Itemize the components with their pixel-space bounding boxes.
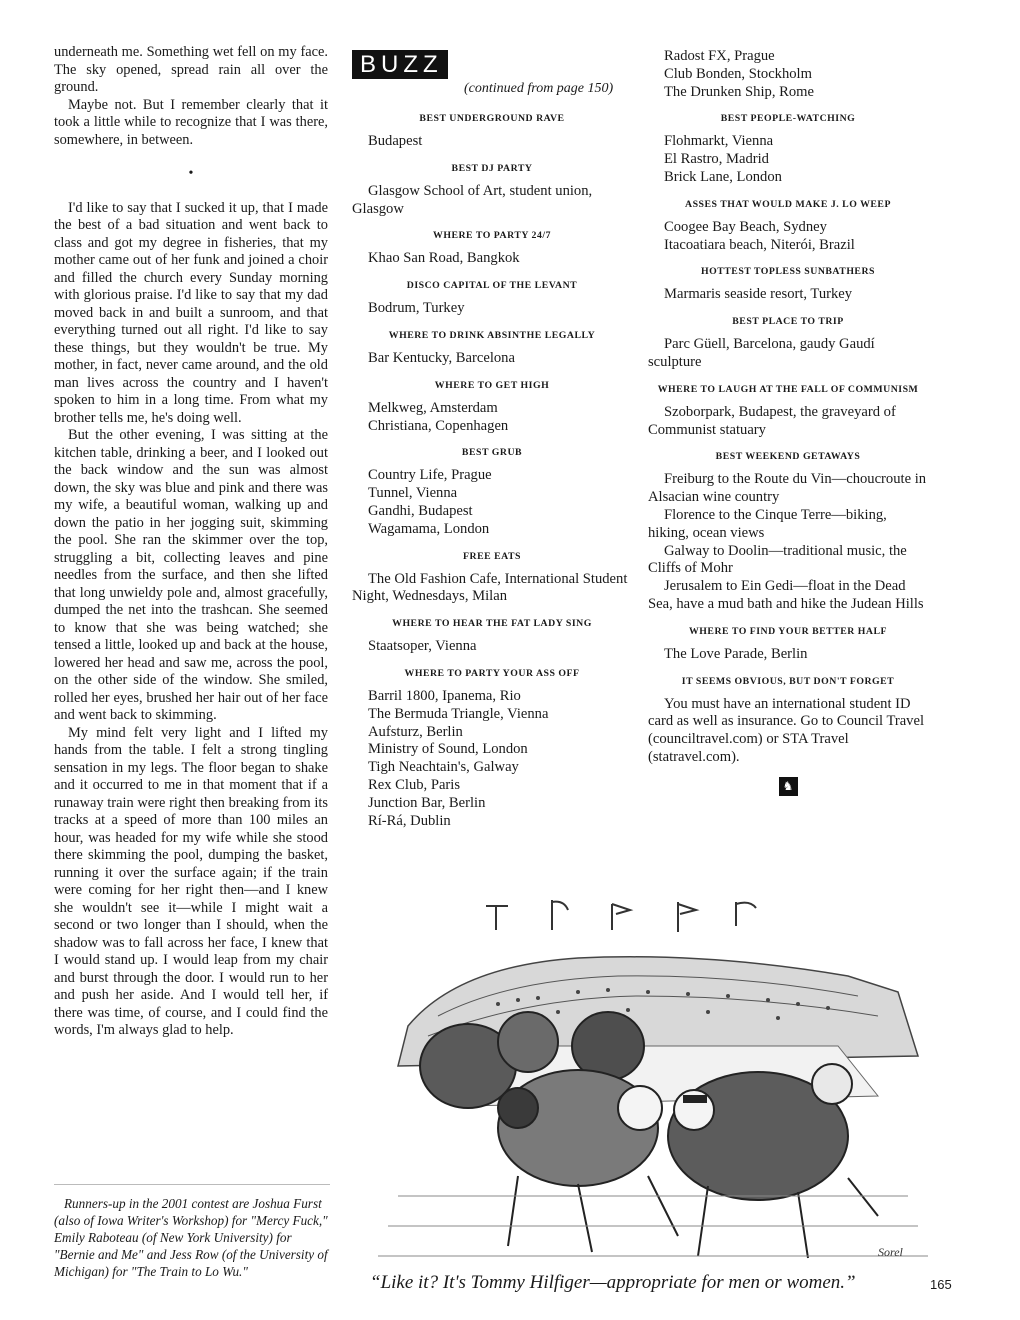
story-paragraph: I'd like to say that I sucked it up, that I made the best of a bad situation and went back to class and got my degree in fisheries, that my mother came out of her funk and joined a choir and filled the church every Sunday morning with glorious praise. I'd like to say that my dad moved back in and built a sunroom, and that everything turned out all right. I'd like to say these things, but they wouldn't be true. My mother, in fact, never came around, and the old man lives across the country and I haven't spoken to him in a long time. From what my brother tells me, he's doing well. [54, 199, 328, 426]
stadium-flags-icon [486, 900, 756, 932]
category-items [648, 133, 928, 186]
category-heading: WHERE TO FIND YOUR BETTER HALF [689, 625, 887, 637]
continued-note: (continued from page 150) [464, 81, 614, 96]
category-heading: FREE EATS [463, 550, 521, 562]
list-item: Bodrum, Turkey [368, 300, 465, 317]
category-heading: WHERE TO PARTY 24/7 [433, 230, 551, 242]
category-heading: WHERE TO PARTY YOUR ASS OFF [404, 667, 580, 679]
list-item: El Rastro, Madrid [664, 151, 769, 168]
list-item: Szoborpark, Budapest, the graveyard of Communist statuary [648, 403, 896, 438]
list-item: Bar Kentucky, Barcelona [368, 349, 515, 366]
buzz-column-3 [648, 48, 928, 796]
list-item: Aufsturz, Berlin [368, 723, 463, 740]
category-heading: WHERE TO DRINK ABSINTHE LEGALLY [388, 329, 596, 341]
list-item: Glasgow School of Art, student union, Glasgow [352, 182, 593, 217]
category-heading: DISCO CAPITAL OF THE LEVANT [406, 280, 578, 292]
list-item: Barril 1800, Ipanema, Rio [368, 687, 521, 704]
list-item: Wagamama, London [368, 520, 490, 537]
story-paragraph: My mind felt very light and I lifted my hands from the table. I felt a strong tingling sensation in my legs. The floor began to shake and it occurred to me in that moment that if a runaway train were right then breaking from its tracks at a speed of more than 100 miles an hour, was headed for my wife while she stood there skimming the pool, dumping the basket, running it over the surface again; if the train were coming for her right then—and I knew she wouldn't see it—while I might wait a second or two longer than I should, when the shadow was to fall across her face, I knew that I would stand up. I would leap from my chair and burst through the door. I would run to her and push her aside. And I would tell her, if there was time, of course, and I could find the words, I'm always glad to help. [54, 724, 328, 1038]
category-heading: WHERE TO LAUGH AT THE FALL OF COMMUNISM [657, 383, 919, 395]
category-items [648, 404, 928, 440]
list-item: The Old Fashion Cafe, International Student Night, Wednesdays, Milan [352, 570, 628, 605]
list-item: Jerusalem to Ein Gedi—float in the Dead Sea, have a mud bath and hike the Judean Hills [648, 578, 924, 612]
category-items [648, 471, 928, 613]
list-item: Budapest [368, 133, 423, 149]
list-item: Melkweg, Amsterdam [368, 399, 498, 416]
list-item: Christiana, Copenhagen [368, 417, 509, 434]
buzz-column-2 [352, 101, 632, 834]
list-item: Tigh Neachtain's, Galway [368, 759, 519, 776]
category-heading: WHERE TO HEAR THE FAT LADY SING [392, 618, 592, 630]
category-items [648, 336, 928, 372]
list-item: The Drunken Ship, Rome [664, 83, 814, 100]
story-column [54, 44, 328, 1040]
list-item: Staatsoper, Vienna [368, 638, 477, 655]
category-items [648, 286, 928, 304]
story-paragraphs-before [54, 44, 328, 149]
category-items [352, 350, 632, 368]
category-items [648, 219, 928, 255]
list-item: Coogee Bay Beach, Sydney [664, 218, 827, 235]
category-heading: BEST UNDERGROUND RAVE [419, 113, 565, 124]
list-item: Ministry of Sound, London [368, 741, 528, 758]
story-paragraphs-after [54, 200, 328, 1040]
list-item: The Love Parade, Berlin [664, 645, 808, 662]
category-items [352, 133, 632, 151]
playboy-bunny-icon: ♞ [779, 777, 798, 796]
story-paragraph: Maybe not. But I remember clearly that it took a little while to recognize that I was there, somewhere, in between. [54, 96, 328, 148]
list-item: Radost FX, Prague [664, 48, 775, 64]
category-heading: BEST PEOPLE-WATCHING [720, 113, 856, 125]
category-items [352, 300, 632, 318]
list-item: Rex Club, Paris [368, 776, 461, 793]
section-bullet: • [188, 166, 194, 181]
list-item: Parc Güell, Barcelona, gaudy Gaudí sculpture [648, 336, 875, 370]
list-item: Rí-Rá, Dublin [368, 812, 451, 829]
category-heading: BEST PLACE TO TRIP [732, 316, 844, 328]
category-heading: WHERE TO GET HIGH [434, 379, 550, 391]
category-items [352, 688, 632, 830]
list-item: Khao San Road, Bangkok [368, 250, 520, 267]
buzz-logo: BUZZ [352, 50, 448, 79]
category-items [352, 638, 632, 656]
story-paragraph: underneath me. Something wet fell on my face. The sky opened, spread rain all over the ground. [54, 44, 328, 95]
list-item: You must have an international student ID card as well as insurance. Go to Council Travel (counciltravel.com) or STA Travel (statravel.com). [648, 695, 925, 765]
cartoon-caption: “Like it? It's Tommy Hilfiger—appropriate for men or women.” [370, 1272, 856, 1293]
category-heading: ASSES THAT WOULD MAKE J. LO WEEP [685, 198, 891, 210]
story-paragraph: But the other evening, I was sitting at the kitchen table, drinking a beer, and I looked out the back window and the sun was almost down, the sky was blue and pink and there was my wife, a beautiful woman, walking up and down the patio in her jogging suit, skimming the pool. She ran the skimmer over the top, struggling a bit, collecting leaves and pine needles from the surface, and then she lifted that long unwieldy pole and, almost gracefully, dumped the net into the trashcan. She seemed to know that she was being watched; she tensed a little, looked up and back at the house, lowered her head and saw me, across the pool, on the other side of the window. She smiled, rolled her eyes, brushed her hair out of her face and went back to skimming. [54, 427, 328, 723]
category-heading: BEST WEEKEND GETAWAYS [715, 451, 861, 463]
list-item: Brick Lane, London [664, 168, 782, 185]
category-items [648, 696, 928, 767]
list-item: Junction Bar, Berlin [368, 794, 486, 811]
list-item: Itacoatiara beach, Niterói, Brazil [664, 236, 855, 253]
page-number: 165 [930, 1277, 952, 1292]
category-heading: HOTTEST TOPLESS SUNBATHERS [701, 266, 875, 278]
category-items [352, 250, 632, 268]
cartoon-illustration [378, 896, 928, 1270]
list-item: Tunnel, Vienna [368, 485, 458, 502]
list-item: Gandhi, Budapest [368, 502, 473, 519]
category-items [352, 571, 632, 607]
list-item: Club Bonden, Stockholm [664, 65, 812, 82]
list-item: The Bermuda Triangle, Vienna [368, 705, 549, 722]
runners-up-note: Runners-up in the 2001 contest are Joshua Furst (also of Iowa Writer's Workshop) for "Mercy Fuck," Emily Raboteau (of New York University) for "Bernie and Me" and Jess Row (of the University of Michigan) for "The Train to Lo Wu." [54, 1184, 330, 1280]
list-item: Country Life, Prague [368, 467, 492, 484]
category-heading: IT SEEMS OBVIOUS, BUT DON'T FORGET [681, 675, 895, 687]
col3-lead-list [648, 48, 928, 101]
category-items [352, 467, 632, 538]
list-item: Flohmarkt, Vienna [664, 133, 774, 150]
cartoon-signature: Sorel [878, 1245, 903, 1259]
category-items [352, 400, 632, 436]
list-item: Galway to Doolin—traditional music, the Cliffs of Mohr [648, 542, 907, 577]
category-items [648, 646, 928, 664]
category-heading: BEST GRUB [461, 447, 523, 459]
list-item: Freiburg to the Route du Vin—choucroute in Alsacian wine country [648, 471, 927, 506]
category-heading: BEST DJ PARTY [451, 162, 533, 174]
list-item: Florence to the Cinque Terre—biking, hiking, ocean views [648, 506, 887, 541]
category-items [352, 183, 632, 219]
list-item: Marmaris seaside resort, Turkey [664, 286, 853, 303]
